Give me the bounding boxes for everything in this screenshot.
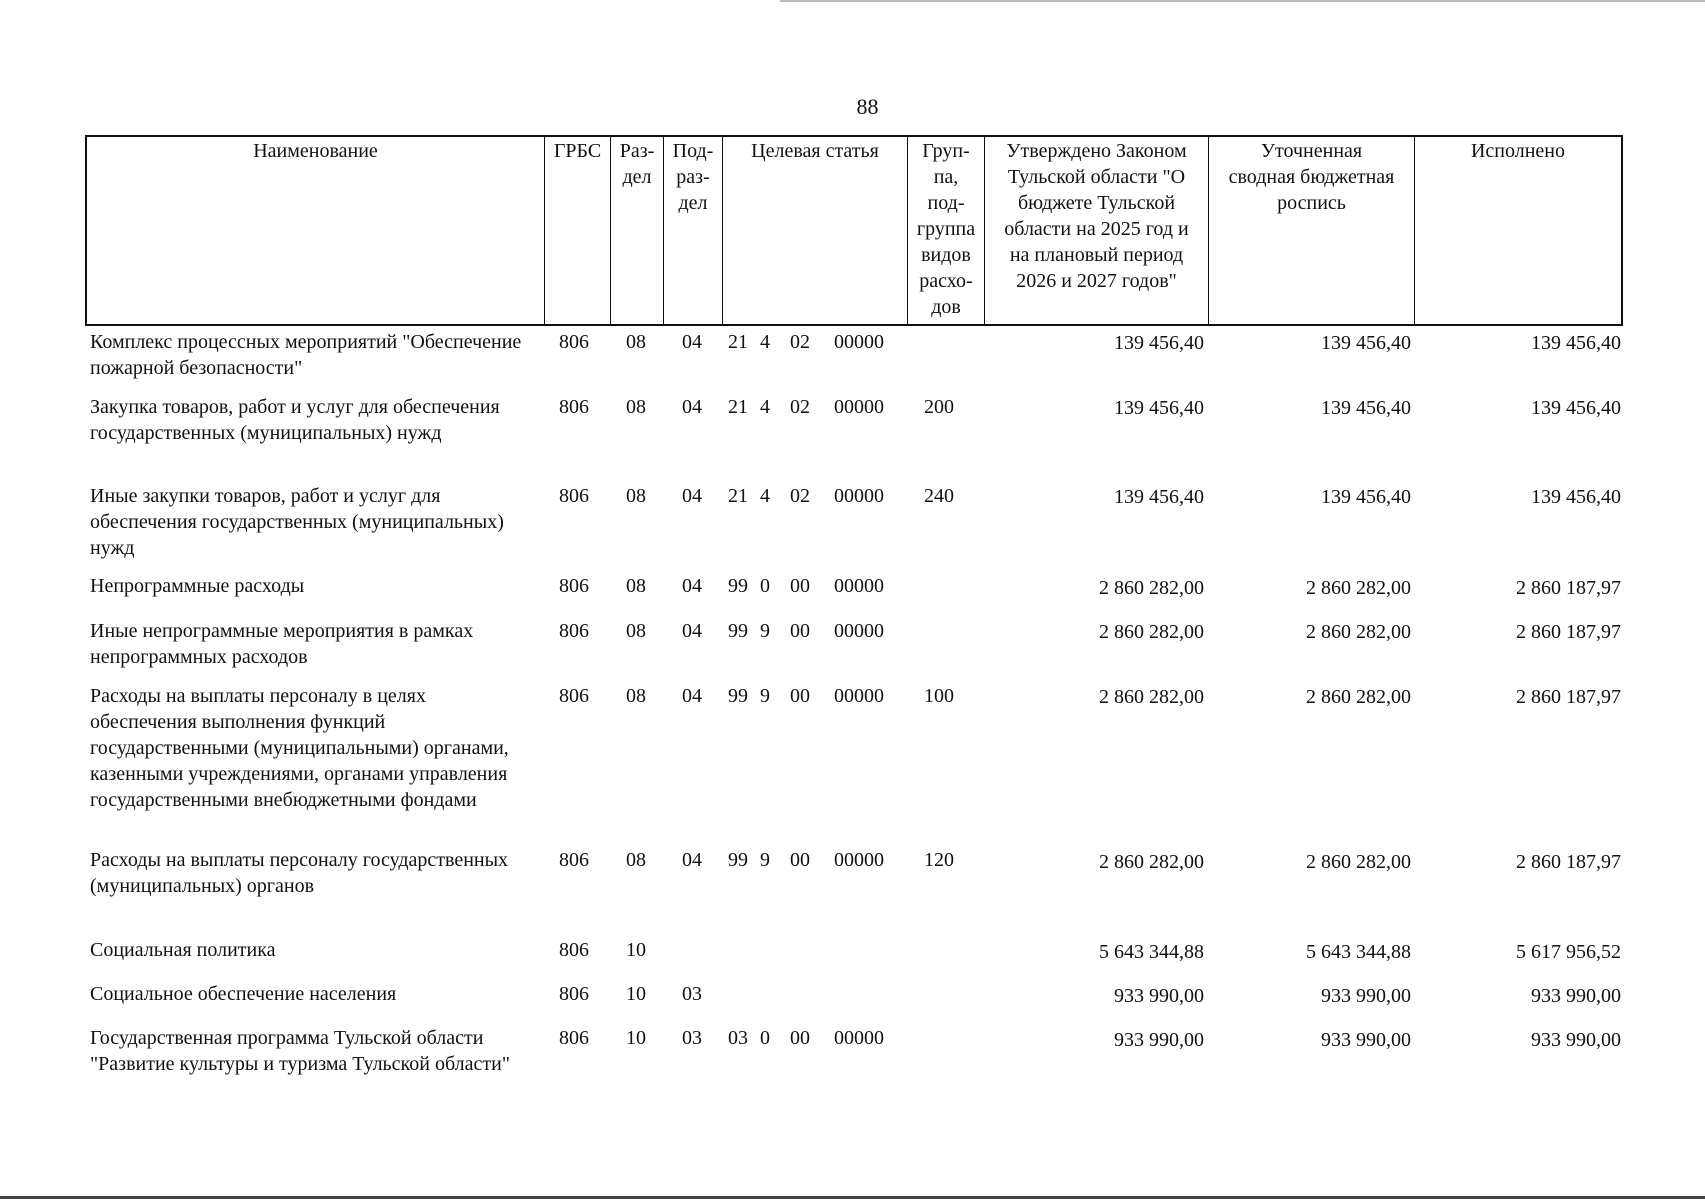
row-target-type: 9 — [760, 620, 770, 642]
row-target-type: 0 — [760, 575, 770, 597]
row-expense-group: 200 — [924, 396, 954, 418]
row-razdel: 08 — [626, 575, 646, 597]
row-target-program: 99 — [728, 575, 748, 597]
row-approved: 139 456,40 — [1114, 332, 1204, 354]
row-approved: 139 456,40 — [1114, 486, 1204, 508]
row-approved: 933 990,00 — [1114, 985, 1204, 1007]
row-name: Непрограммные расходы — [90, 575, 305, 597]
row-grbs: 806 — [559, 575, 589, 597]
row-refined: 5 643 344,88 — [1306, 941, 1411, 963]
row-executed: 2 860 187,97 — [1516, 851, 1621, 873]
row-grbs: 806 — [559, 939, 589, 961]
row-target-program: 21 — [728, 485, 748, 507]
row-name: Закупка товаров, работ и услуг для обеспечения государственных (муниципальных) нужд — [90, 396, 500, 444]
row-target-program: 21 — [728, 396, 748, 418]
row-target-type: 4 — [760, 331, 770, 353]
row-name: Иные непрограммные мероприятия в рамках непрограммных расходов — [90, 620, 474, 668]
row-grbs: 806 — [559, 331, 589, 353]
row-executed: 139 456,40 — [1531, 332, 1621, 354]
row-approved: 2 860 282,00 — [1099, 686, 1204, 708]
row-expense-group: 100 — [924, 685, 954, 707]
row-target-type: 0 — [760, 1027, 770, 1049]
header-razdel: Раз- дел — [619, 140, 655, 188]
row-podrazdel: 04 — [682, 849, 702, 871]
row-executed: 139 456,40 — [1531, 397, 1621, 419]
header-podrazdel: Под- раз- дел — [672, 140, 714, 214]
row-refined: 139 456,40 — [1321, 332, 1411, 354]
row-target-type: 9 — [760, 685, 770, 707]
row-executed: 5 617 956,52 — [1516, 941, 1621, 963]
row-razdel: 10 — [626, 983, 646, 1005]
row-target-program: 21 — [728, 331, 748, 353]
page-number: 88 — [856, 94, 879, 119]
row-razdel: 08 — [626, 396, 646, 418]
row-target-element: 00 — [790, 685, 810, 707]
row-target-direction: 00000 — [834, 575, 884, 597]
row-grbs: 806 — [559, 396, 589, 418]
row-executed: 933 990,00 — [1531, 985, 1621, 1007]
row-podrazdel: 03 — [682, 1027, 702, 1049]
row-name: Социальное обеспечение населения — [90, 983, 397, 1005]
row-razdel: 08 — [626, 485, 646, 507]
row-target-type: 9 — [760, 849, 770, 871]
row-podrazdel: 04 — [682, 485, 702, 507]
row-refined: 2 860 282,00 — [1306, 621, 1411, 643]
row-grbs: 806 — [559, 685, 589, 707]
row-target-type: 4 — [760, 396, 770, 418]
row-target-element: 00 — [790, 575, 810, 597]
row-approved: 933 990,00 — [1114, 1029, 1204, 1051]
row-refined: 139 456,40 — [1321, 486, 1411, 508]
row-target-element: 02 — [790, 331, 810, 353]
row-target-direction: 00000 — [834, 396, 884, 418]
row-name: Расходы на выплаты персоналу в целях обеспечения выполнения функций государственными (муниципальными) органами, казенными учреждениями, органами управления государственными внебюджетными фондами — [90, 685, 509, 811]
row-executed: 2 860 187,97 — [1516, 621, 1621, 643]
row-target-element: 02 — [790, 396, 810, 418]
row-razdel: 08 — [626, 849, 646, 871]
row-target-program: 99 — [728, 620, 748, 642]
row-target-direction: 00000 — [834, 849, 884, 871]
header-target-article: Целевая статья — [751, 140, 879, 162]
scan-edge-top — [780, 0, 1705, 2]
row-grbs: 806 — [559, 1027, 589, 1049]
row-target-type: 4 — [760, 485, 770, 507]
row-razdel: 10 — [626, 939, 646, 961]
row-podrazdel: 04 — [682, 685, 702, 707]
row-target-direction: 00000 — [834, 485, 884, 507]
row-podrazdel: 03 — [682, 983, 702, 1005]
header-grbs: ГРБС — [553, 140, 602, 162]
row-executed: 933 990,00 — [1531, 1029, 1621, 1051]
row-refined: 2 860 282,00 — [1306, 686, 1411, 708]
row-target-element: 00 — [790, 1027, 810, 1049]
row-target-direction: 00000 — [834, 620, 884, 642]
row-expense-group: 240 — [924, 485, 954, 507]
row-name: Социальная политика — [90, 939, 276, 961]
row-razdel: 10 — [626, 1027, 646, 1049]
row-target-element: 00 — [790, 620, 810, 642]
row-executed: 139 456,40 — [1531, 486, 1621, 508]
row-name: Расходы на выплаты персоналу государственных (муниципальных) органов — [90, 849, 509, 897]
row-target-program: 99 — [728, 849, 748, 871]
row-grbs: 806 — [559, 485, 589, 507]
row-target-direction: 00000 — [834, 1027, 884, 1049]
row-podrazdel: 04 — [682, 620, 702, 642]
row-refined: 933 990,00 — [1321, 985, 1411, 1007]
row-razdel: 08 — [626, 685, 646, 707]
header-refined: Уточненная сводная бюджетная роспись — [1228, 140, 1395, 214]
row-approved: 2 860 282,00 — [1099, 577, 1204, 599]
row-target-direction: 00000 — [834, 331, 884, 353]
scan-edge-bottom — [0, 1196, 1705, 1199]
row-razdel: 08 — [626, 620, 646, 642]
row-refined: 139 456,40 — [1321, 397, 1411, 419]
row-target-direction: 00000 — [834, 685, 884, 707]
row-executed: 2 860 187,97 — [1516, 686, 1621, 708]
row-name: Комплекс процессных мероприятий "Обеспечение пожарной безопасности" — [90, 331, 522, 379]
row-name: Государственная программа Тульской области "Развитие культуры и туризма Тульской области" — [90, 1027, 510, 1075]
row-approved: 139 456,40 — [1114, 397, 1204, 419]
row-target-element: 02 — [790, 485, 810, 507]
row-refined: 2 860 282,00 — [1306, 851, 1411, 873]
row-grbs: 806 — [559, 849, 589, 871]
row-razdel: 08 — [626, 331, 646, 353]
row-executed: 2 860 187,97 — [1516, 577, 1621, 599]
row-refined: 2 860 282,00 — [1306, 577, 1411, 599]
header-approved: Утверждено Законом Тульской области "О бюджете Тульской области на 2025 год и на плановый период 2026 и 2027 годов" — [1004, 140, 1189, 292]
row-refined: 933 990,00 — [1321, 1029, 1411, 1051]
row-podrazdel: 04 — [682, 396, 702, 418]
row-target-element: 00 — [790, 849, 810, 871]
row-approved: 2 860 282,00 — [1099, 621, 1204, 643]
row-approved: 5 643 344,88 — [1099, 941, 1204, 963]
row-target-program: 99 — [728, 685, 748, 707]
row-expense-group: 120 — [924, 849, 954, 871]
header-expense-group: Груп- па, под- группа видов расхо- дов — [916, 140, 976, 318]
row-grbs: 806 — [559, 620, 589, 642]
row-approved: 2 860 282,00 — [1099, 851, 1204, 873]
header-name: Наименование — [253, 140, 378, 162]
row-podrazdel: 04 — [682, 575, 702, 597]
row-target-program: 03 — [728, 1027, 748, 1049]
row-podrazdel: 04 — [682, 331, 702, 353]
row-name: Иные закупки товаров, работ и услуг для обеспечения государственных (муниципальных) нужд — [90, 485, 504, 559]
row-grbs: 806 — [559, 983, 589, 1005]
header-executed: Исполнено — [1470, 140, 1566, 162]
